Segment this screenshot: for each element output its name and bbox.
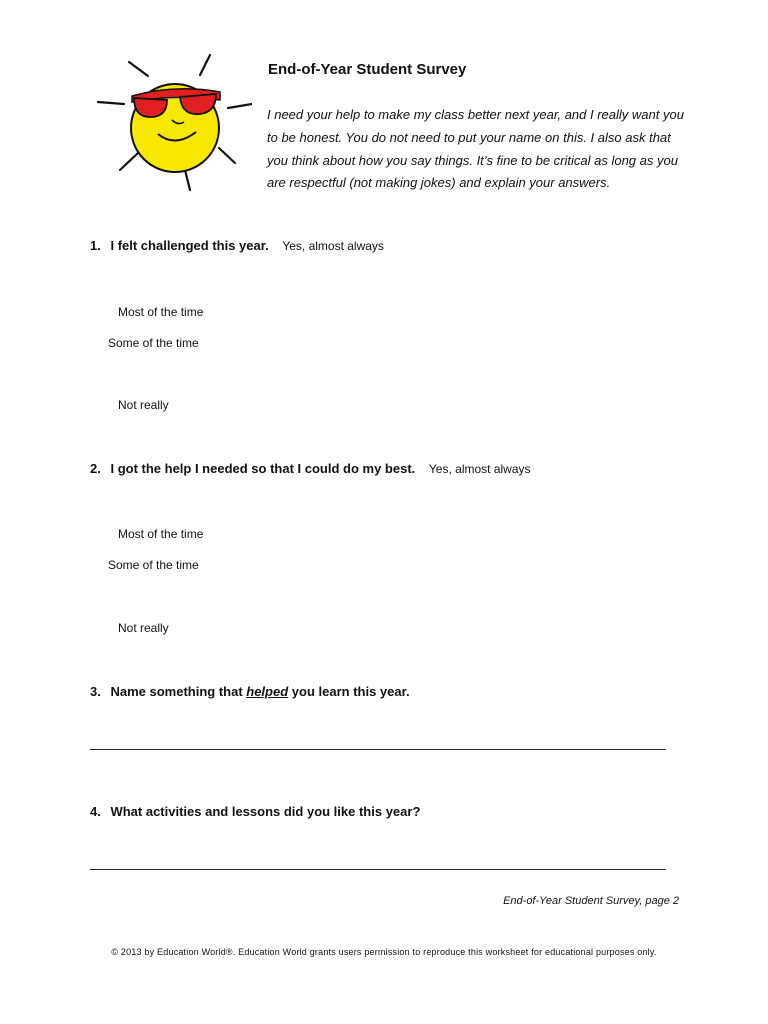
sun-with-sunglasses-icon <box>92 50 252 195</box>
option-some[interactable]: Some of the time <box>108 558 199 572</box>
option-not-really[interactable]: Not really <box>118 621 169 635</box>
answer-line-q4[interactable] <box>90 869 666 870</box>
question-number: 1. <box>90 238 101 253</box>
page-label: End-of-Year Student Survey, page 2 <box>503 895 679 907</box>
copyright-notice: © 2013 by Education World®. Education World grants users permission to reproduce this worksheet for educational purposes only. <box>111 947 657 957</box>
option-yes[interactable]: Yes, almost always <box>428 462 531 476</box>
question-text: I felt challenged this year. <box>110 238 269 253</box>
question-2 <box>90 461 531 476</box>
intro-paragraph: I need your help to make my class better next year, and I really want you to be honest. You do not need to put your name on this. I also ask that you think about how you say things. It’s fine to be critical as long as you are respectful (not making jokes) and explain your answers. <box>267 107 684 191</box>
question-1 <box>90 238 384 253</box>
question-number: 2. <box>90 461 101 476</box>
option-most[interactable]: Most of the time <box>118 305 204 319</box>
option-some[interactable]: Some of the time <box>108 336 199 350</box>
question-text-emphasis: helped <box>246 684 289 699</box>
option-yes[interactable]: Yes, almost always <box>282 239 384 253</box>
question-text: What activities and lessons did you like this year? <box>110 804 421 819</box>
question-text: I got the help I needed so that I could do my best. <box>110 461 416 476</box>
question-3 <box>90 684 410 699</box>
question-number: 4. <box>90 804 101 819</box>
option-most[interactable]: Most of the time <box>118 527 204 541</box>
question-text-after: you learn this year. <box>288 684 410 699</box>
question-number: 3. <box>90 684 101 699</box>
answer-line-q3[interactable] <box>90 749 666 750</box>
question-text-before: Name something that <box>110 684 247 699</box>
option-not-really[interactable]: Not really <box>118 398 169 412</box>
question-4 <box>90 804 420 819</box>
survey-title: End-of-Year Student Survey <box>268 61 467 78</box>
